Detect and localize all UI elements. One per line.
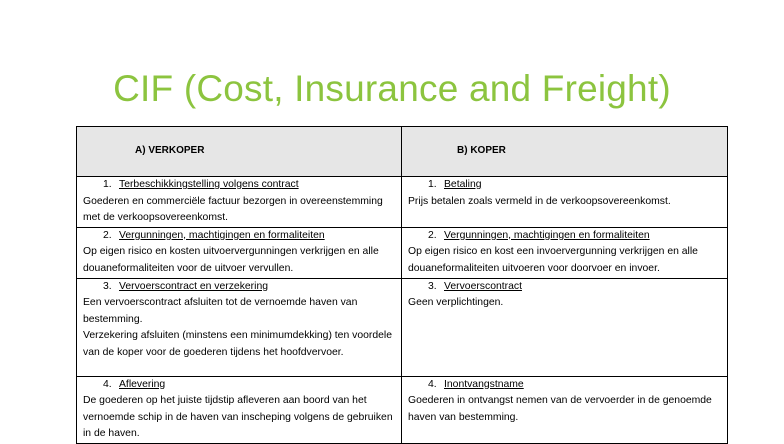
item-title	[408, 279, 727, 296]
item-number: 4.	[103, 378, 112, 390]
table-header-row	[77, 127, 728, 177]
buyer-cell	[402, 376, 728, 443]
item-title	[83, 279, 401, 296]
table-row	[77, 376, 728, 443]
item-title	[83, 377, 401, 394]
item-title	[408, 177, 727, 194]
item-body: Goederen in ontvangst nemen van de vervoerder in de genoemde haven van bestemming.	[408, 395, 712, 423]
item-title	[83, 228, 401, 245]
item-label: Betaling	[444, 179, 482, 190]
item-body: Een vervoerscontract afsluiten tot de vernoemde haven van bestemming.	[83, 297, 358, 325]
item-label: Aflevering	[119, 378, 166, 390]
item-number: 1.	[428, 179, 437, 190]
cif-obligations-table	[76, 126, 728, 444]
item-body-insurance: Verzekering afsluiten (minstens een minimumdekking) ten voordele van de koper voor de goederen tijdens het hoofdvervoer.	[83, 330, 392, 358]
seller-cell	[77, 177, 402, 228]
item-body: Prijs betalen zoals vermeld in de verkoopsovereenkomst.	[408, 195, 671, 207]
seller-cell	[77, 376, 402, 443]
item-number: 3.	[103, 280, 112, 292]
page-title: CIF (Cost, Insurance and Freight)	[113, 68, 671, 109]
table-row	[77, 278, 728, 376]
header-buyer	[402, 127, 728, 177]
item-number: 2.	[103, 229, 112, 241]
item-label: Vergunningen, machtigingen en formaliteiten	[119, 229, 325, 241]
item-label: Vervoerscontract en verzekering	[119, 280, 269, 292]
item-number: 4.	[428, 378, 437, 390]
item-body: De goederen op het juiste tijdstip afleveren aan boord van het vernoemde schip in de haven van inscheping volgens de gebruiken in de haven.	[83, 395, 393, 440]
item-label: Terbeschikkingstelling volgens contract	[119, 179, 299, 190]
table-row	[77, 177, 728, 228]
seller-cell	[77, 227, 402, 278]
header-buyer-label: B) KOPER	[457, 145, 506, 157]
item-title	[408, 228, 727, 245]
item-label: Vergunningen, machtigingen en formaliteiten	[444, 229, 650, 241]
item-number: 2.	[428, 229, 437, 241]
table-row	[77, 227, 728, 278]
item-body: Op eigen risico en kosten uitvoervergunningen verkrijgen en alle douaneformaliteiten voor de uitvoer vervullen.	[83, 246, 379, 274]
header-seller	[77, 127, 402, 177]
item-number: 3.	[428, 280, 437, 292]
item-title	[83, 177, 401, 194]
header-seller-label: A) VERKOPER	[135, 145, 205, 157]
buyer-cell	[402, 177, 728, 228]
seller-cell	[77, 278, 402, 376]
buyer-cell	[402, 227, 728, 278]
item-label: Vervoerscontract	[444, 280, 522, 292]
item-body: Goederen en commerciële factuur bezorgen in overeenstemming met de verkoopsovereenkomst.	[83, 195, 383, 224]
buyer-cell	[402, 278, 728, 376]
item-body: Geen verplichtingen.	[408, 297, 504, 309]
item-body: Op eigen risico en kost een invoervergunning verkrijgen en alle douaneformaliteiten uitvoeren voor doorvoer en invoer.	[408, 246, 698, 274]
item-title	[408, 377, 727, 394]
item-label: Inontvangstname	[444, 378, 524, 390]
item-number: 1.	[103, 179, 112, 190]
